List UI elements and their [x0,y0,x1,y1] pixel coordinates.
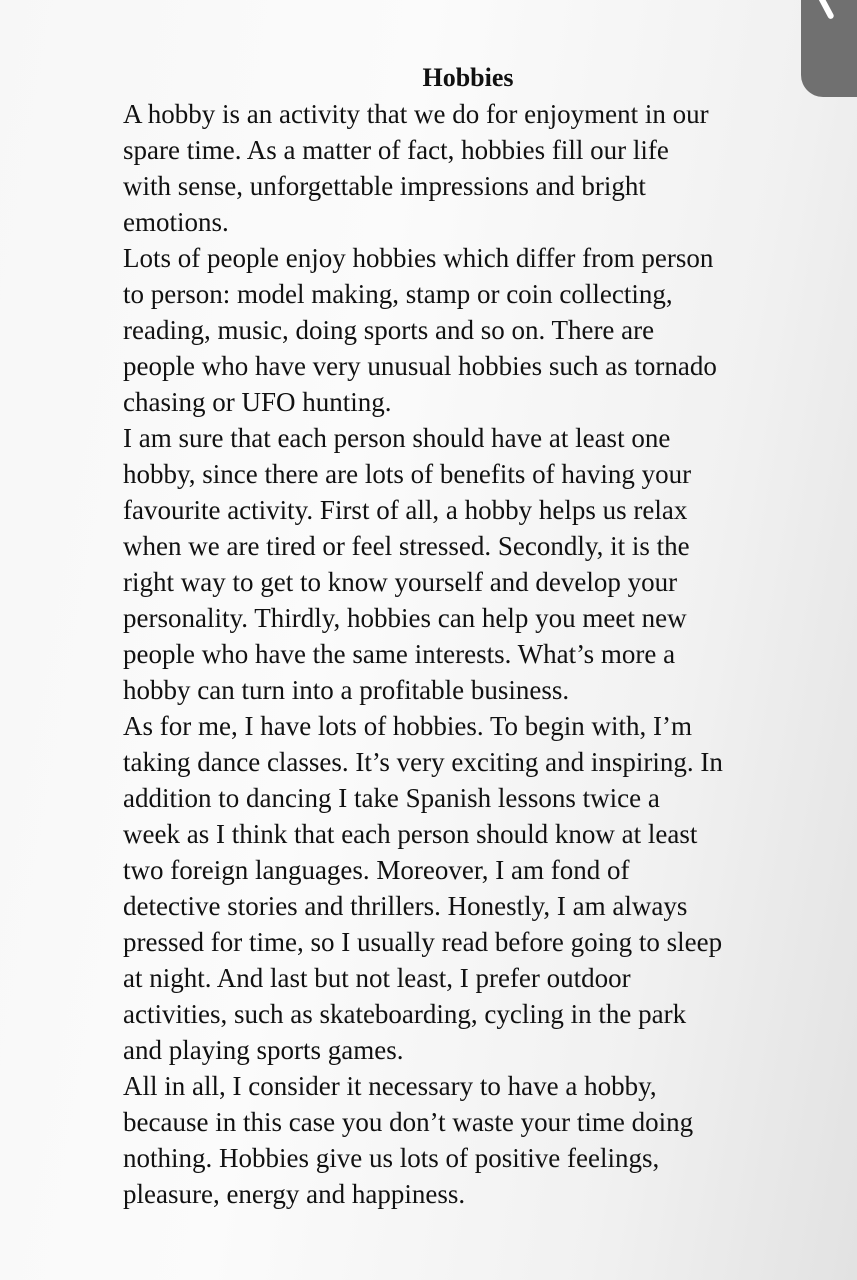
paragraph-conclusion: All in all, I consider it necessary to have a hobby, because in this case you don’t waste your time doing nothing. Hobbies give us lots of positive feelings, pleasure, energy and happiness. [123,1071,694,1209]
corner-tab[interactable] [801,0,857,97]
document-title: Hobbies [422,63,514,92]
slash-mark-icon [817,0,835,20]
paragraph-personal: As for me, I have lots of hobbies. To begin with, I’m taking dance classes. It’s very exciting and inspiring. In addition to dancing I take Spanish lessons twice a week as I think that each person should know at least two foreign languages. Moreover, I am fond of detective stories and thrillers. Honestly, I am always pressed for time, so I usually read before going to sleep at night. And last but not least, I prefer outdoor activities, such as skateboarding, cycling in the park and playing sports games. [123,711,723,1065]
paragraph-intro: A hobby is an activity that we do for enjoyment in our spare time. As a matter of fact, hobbies fill our life with sense, unforgettable impressions and bright emotions. [123,99,709,237]
document-page [123,60,803,1212]
paragraph-benefits: I am sure that each person should have at least one hobby, since there are lots of benefits of having your favourite activity. First of all, a hobby helps us relax when we are tired or feel stressed. Secondly, it is the right way to get to know yourself and develop your personality. Thirdly, hobbies can help you meet new people who have the same interests. What’s more a hobby can turn into a profitable business. [123,423,692,705]
paragraph-examples: Lots of people enjoy hobbies which differ from person to person: model making, stamp or coin collecting, reading, music, doing sports and so on. There are people who have very unusual hobbies such as tornado chasing or UFO hunting. [123,243,717,417]
